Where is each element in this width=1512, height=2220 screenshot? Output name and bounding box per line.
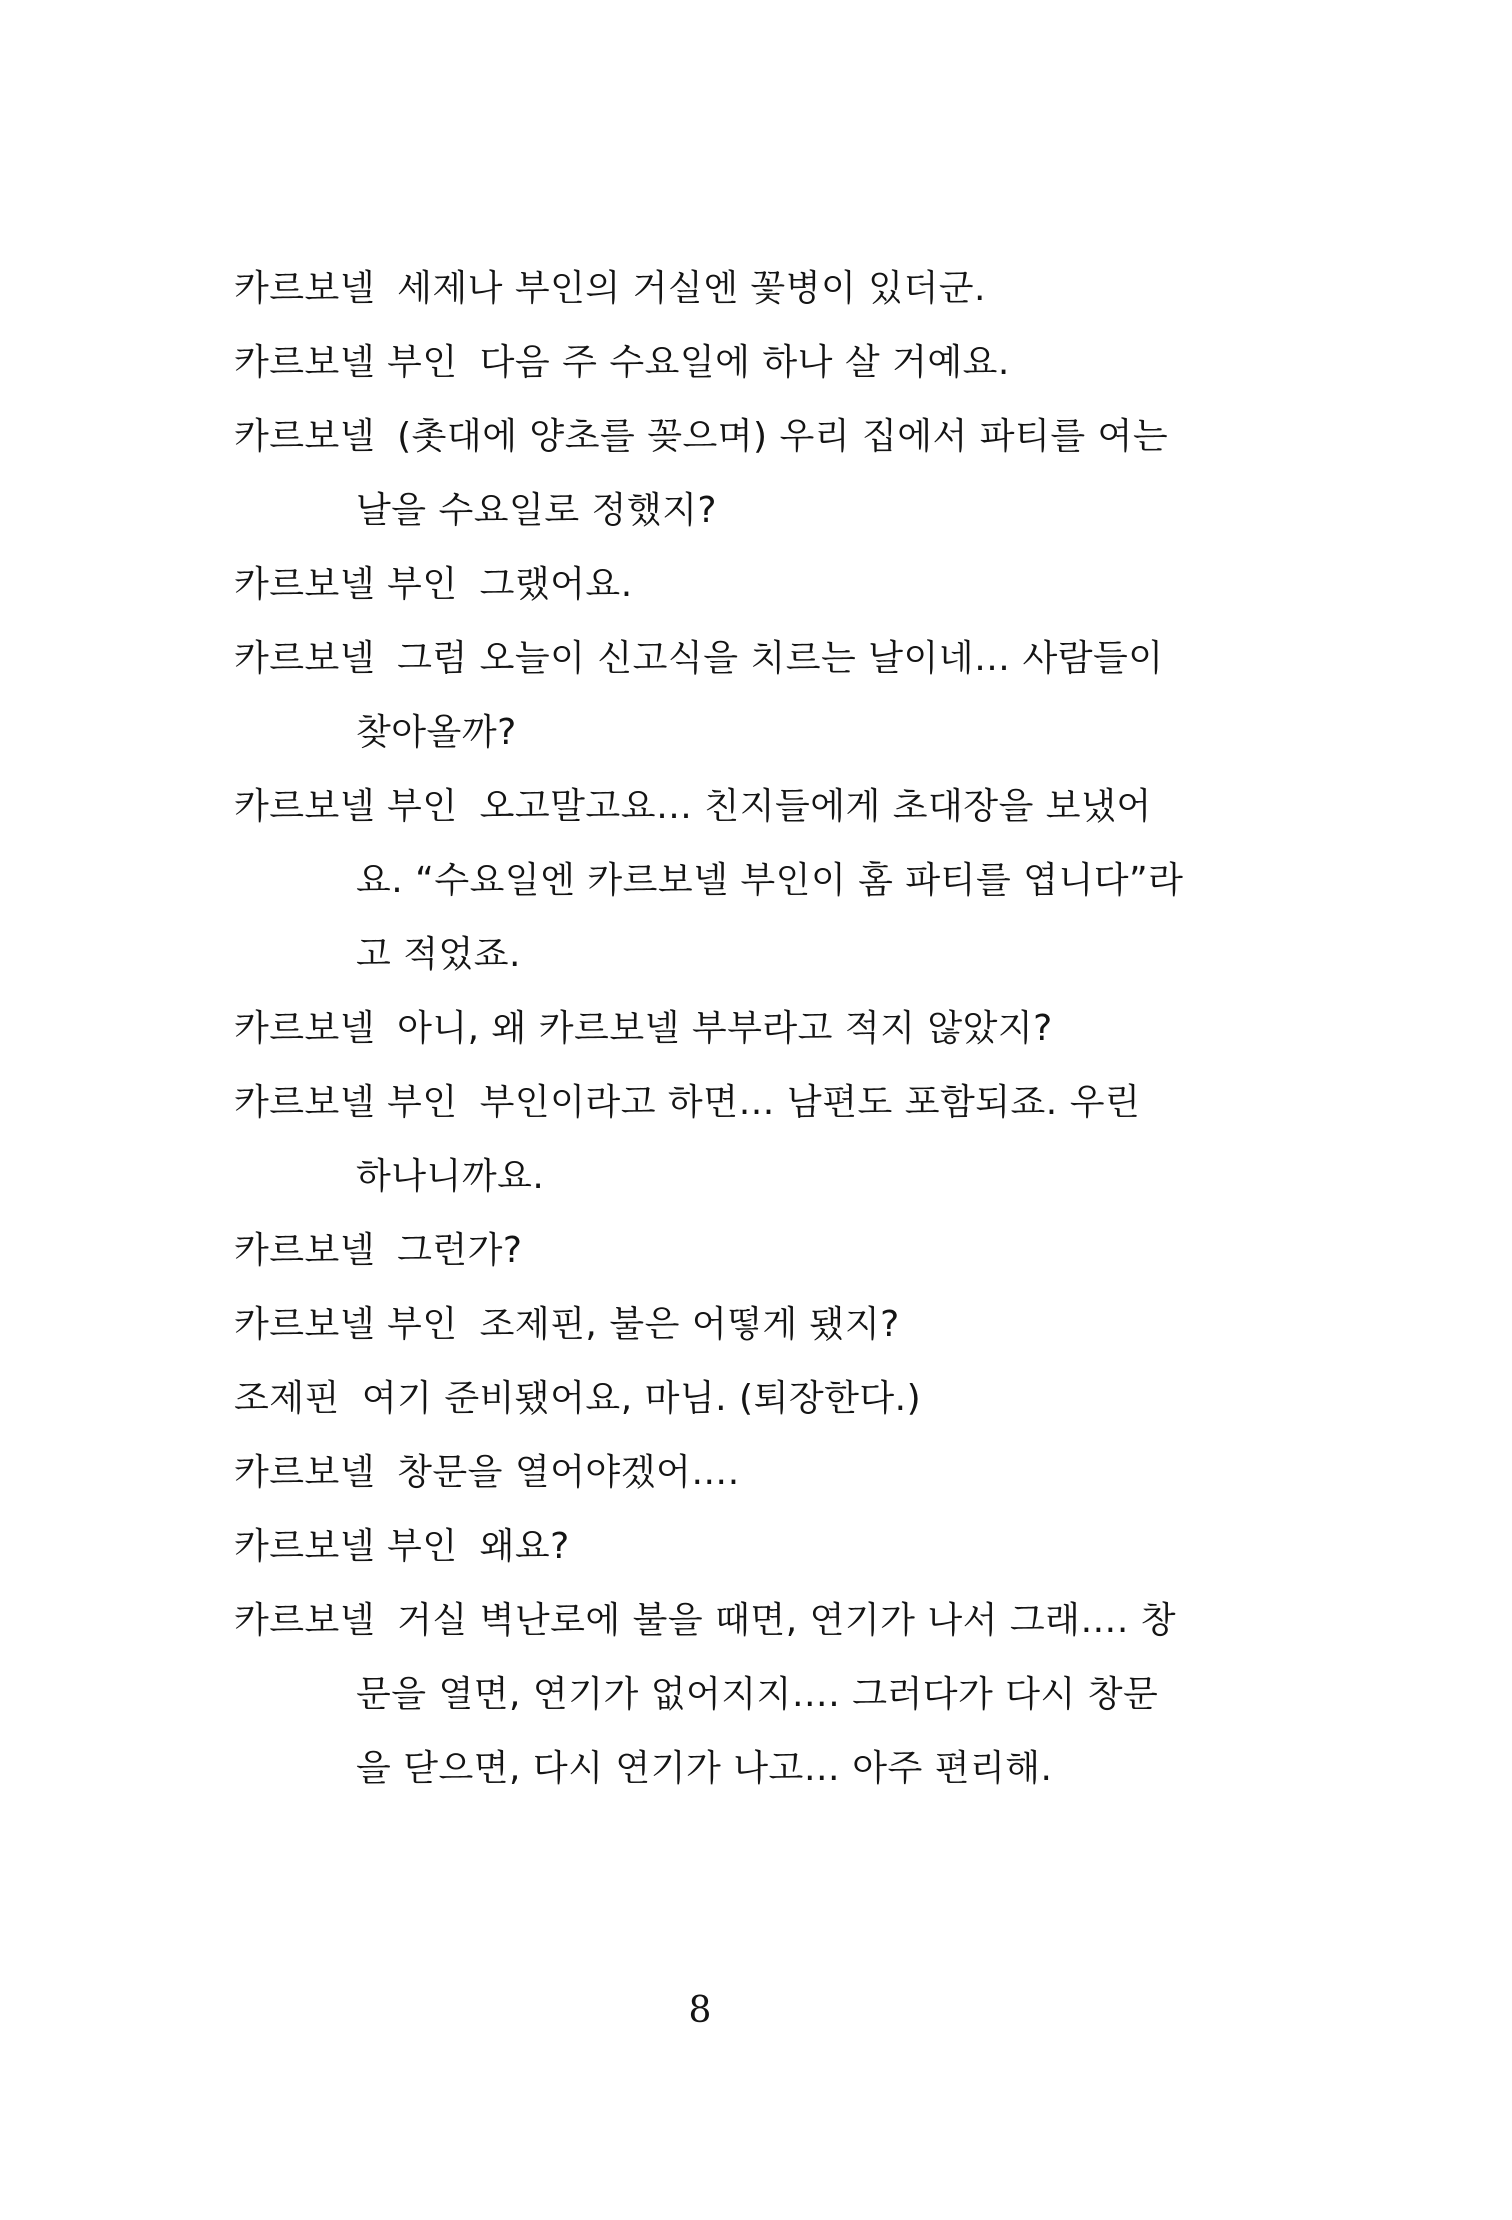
speaker-name: 카르보넬 bbox=[234, 1008, 376, 1049]
dialogue-line bbox=[234, 1288, 1294, 1362]
dialogue-line bbox=[234, 1066, 1294, 1140]
dialogue-text: 부인이라고 하면… 남편도 포함되죠. 우린 bbox=[479, 1082, 1141, 1123]
speaker-name: 카르보넬 bbox=[234, 1600, 376, 1641]
dialogue-text: 왜요? bbox=[479, 1526, 570, 1567]
speaker-name: 카르보넬 부인 bbox=[234, 1082, 458, 1123]
dialogue-entry bbox=[234, 326, 1294, 400]
dialogue-line bbox=[234, 992, 1294, 1066]
dialogue-entry bbox=[234, 1510, 1294, 1584]
dialogue-entry bbox=[234, 400, 1294, 548]
dialogue-line bbox=[234, 326, 1294, 400]
dialogue-text: (촛대에 양초를 꽂으며) 우리 집에서 파티를 여는 bbox=[397, 416, 1169, 457]
dialogue-text: 거실 벽난로에 불을 때면, 연기가 나서 그래…. 창 bbox=[397, 1600, 1177, 1641]
dialogue-entry bbox=[234, 548, 1294, 622]
dialogue-text: 그랬어요. bbox=[479, 564, 633, 605]
dialogue-text: 세제나 부인의 거실엔 꽃병이 있더군. bbox=[397, 268, 986, 309]
speaker-name: 카르보넬 bbox=[234, 268, 376, 309]
dialogue-continuation: 을 닫으면, 다시 연기가 나고… 아주 편리해. bbox=[356, 1748, 1053, 1789]
dialogue-text: 창문을 열어야겠어…. bbox=[397, 1452, 740, 1493]
dialogue-entry bbox=[234, 622, 1294, 770]
dialogue-line bbox=[234, 622, 1294, 696]
dialogue-line bbox=[234, 252, 1294, 326]
page-number: 8 bbox=[688, 1990, 712, 2031]
dialogue-line bbox=[234, 770, 1294, 844]
dialogue-entry bbox=[234, 1214, 1294, 1288]
dialogue-text: 아니, 왜 카르보넬 부부라고 적지 않았지? bbox=[397, 1008, 1053, 1049]
speaker-name: 카르보넬 부인 bbox=[234, 342, 458, 383]
play-script-body bbox=[234, 252, 1294, 1806]
dialogue-continuation: 요. “수요일엔 카르보넬 부인이 홈 파티를 엽니다”라 bbox=[356, 860, 1184, 901]
dialogue-line bbox=[234, 1436, 1294, 1510]
dialogue-text: 여기 준비됐어요, 마님. (퇴장한다.) bbox=[361, 1378, 922, 1419]
speaker-name: 카르보넬 부인 bbox=[234, 564, 458, 605]
speaker-name: 카르보넬 bbox=[234, 416, 376, 457]
speaker-name: 카르보넬 bbox=[234, 638, 376, 679]
dialogue-line bbox=[234, 1584, 1294, 1658]
dialogue-line bbox=[234, 548, 1294, 622]
dialogue-entry bbox=[234, 252, 1294, 326]
dialogue-text: 조제핀, 불은 어떻게 됐지? bbox=[479, 1304, 900, 1345]
dialogue-entry bbox=[234, 1584, 1294, 1806]
dialogue-line bbox=[234, 1214, 1294, 1288]
speaker-name: 카르보넬 부인 bbox=[234, 1304, 458, 1345]
dialogue-continuation: 고 적었죠. bbox=[356, 934, 521, 975]
dialogue-entry bbox=[234, 992, 1294, 1066]
dialogue-continuation: 찾아올까? bbox=[356, 712, 517, 753]
dialogue-line bbox=[234, 400, 1294, 474]
dialogue-text: 다음 주 수요일에 하나 살 거예요. bbox=[479, 342, 1010, 383]
dialogue-text: 그럼 오늘이 신고식을 치르는 날이네… 사람들이 bbox=[397, 638, 1164, 679]
dialogue-entry bbox=[234, 1362, 1294, 1436]
speaker-name: 카르보넬 부인 bbox=[234, 1526, 458, 1567]
speaker-name: 조제핀 bbox=[234, 1378, 340, 1419]
dialogue-entry bbox=[234, 1436, 1294, 1510]
speaker-name: 카르보넬 bbox=[234, 1230, 376, 1271]
dialogue-text: 그런가? bbox=[397, 1230, 523, 1271]
speaker-name: 카르보넬 부인 bbox=[234, 786, 458, 827]
dialogue-entry bbox=[234, 1288, 1294, 1362]
dialogue-continuation: 문을 열면, 연기가 없어지지…. 그러다가 다시 창문 bbox=[356, 1674, 1159, 1715]
speaker-name: 카르보넬 bbox=[234, 1452, 376, 1493]
dialogue-line bbox=[234, 1362, 1294, 1436]
dialogue-entry bbox=[234, 770, 1294, 992]
dialogue-continuation: 하나니까요. bbox=[356, 1156, 545, 1197]
dialogue-entry bbox=[234, 1066, 1294, 1214]
dialogue-line bbox=[234, 1510, 1294, 1584]
dialogue-text: 오고말고요… 친지들에게 초대장을 보냈어 bbox=[479, 786, 1152, 827]
dialogue-continuation: 날을 수요일로 정했지? bbox=[356, 490, 717, 531]
